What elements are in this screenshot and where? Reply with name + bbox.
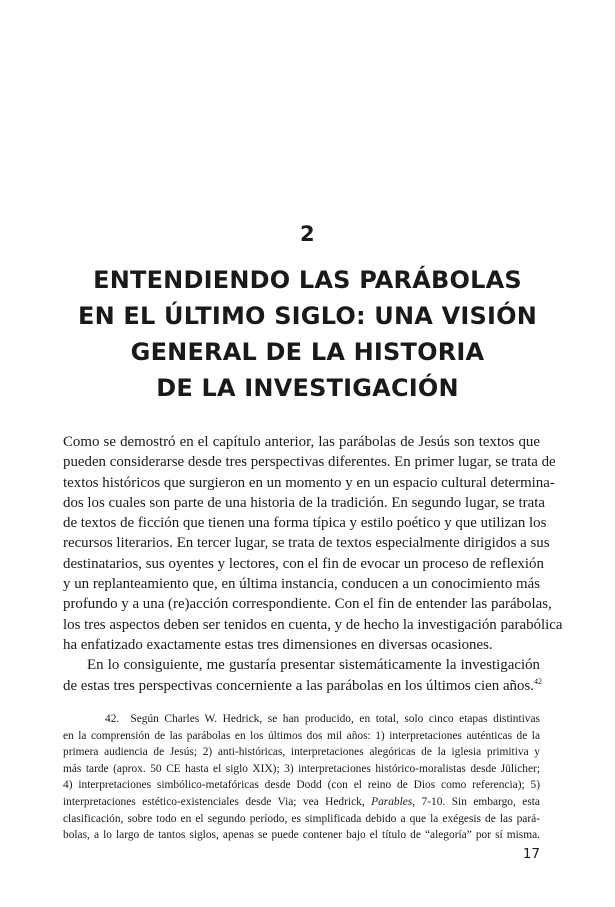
book-title: Parables (371, 795, 413, 808)
body-line: ha enfatizado exactamente estas tres dimensiones en diversas ocasiones. (63, 636, 493, 653)
footnote-line: primera audiencia de Jesús; 2) anti-históricas, interpretaciones alegóricas de la iglesia primitiva y (63, 746, 540, 759)
footnote-reference[interactable]: 42 (533, 676, 542, 686)
chapter-title-line: EN EL ÚLTIMO SIGLO: UNA VISIÓN (77, 302, 538, 330)
footnote-line-text: , 7-10. Sin embargo, esta (412, 795, 540, 808)
body-line: de textos de ficción que tienen una forma típica y estilo poético y que utilizan los (63, 515, 547, 532)
body-line: profundo y a una (re)acción correspondiente. Con el fin de entender las parábolas, (63, 596, 552, 613)
footnote-line (63, 711, 540, 728)
footnote-line: en la comprensión de las parábolas en los últimos dos mil años: 1) interpretaciones auténticas de la (63, 729, 540, 742)
footnote (63, 711, 540, 844)
body-line: textos históricos que surgieron en un momento y en un espacio cultural determina- (63, 474, 555, 491)
footnote-line (63, 794, 540, 811)
footnote-line: clasificación, sobre todo en el segundo período, es simplificada debido a que la exégesis de las pará- (63, 812, 540, 825)
footnote-number: 42. (105, 713, 120, 725)
body-line-text: de estas tres perspectivas concerniente a las parábolas en los últimos cien años. (63, 677, 534, 694)
body-line: Como se demostró en el capítulo anterior, las parábolas de Jesús son textos que (63, 434, 540, 450)
chapter-title (60, 262, 555, 406)
body-line: pueden considerarse desde tres perspectivas diferentes. En primer lugar, se trata de (63, 454, 556, 471)
body-line: y un replanteamiento que, en última instancia, conducen a un conocimiento más (63, 576, 540, 593)
footnote-line: bolas, a lo largo de tantos siglos, apenas se puede contener bajo el título de “alegoría” por sí misma. (63, 829, 540, 842)
body-line: los tres aspectos deben ser tenidos en cuenta, y de hecho la investigación parabólica (63, 616, 563, 633)
body-line: destinatarios, sus oyentes y lectores, con el fin de evocar un proceso de reflexión (63, 555, 544, 572)
footnote-line: más tarde (aprox. 50 CE hasta el siglo XIX); 3) interpretaciones histórico-moralistas desde Jülicher; (63, 762, 540, 775)
body-line: recursos literarios. En tercer lugar, se trata de textos especialmente dirigidos a sus (63, 535, 550, 552)
body-line: En lo consiguiente, me gustaría presentar sistemáticamente la investigación (87, 657, 540, 674)
footnote-line-text: interpretaciones estético-existenciales desde Via; vea Hedrick, (63, 795, 365, 808)
page-number: 17 (522, 846, 540, 862)
body-line: dos los cuales son parte de una historia de la tradición. En segundo lugar, se trata (63, 494, 545, 511)
chapter-title-line: GENERAL DE LA HISTORIA (130, 338, 485, 366)
chapter-title-line: ENTENDIENDO LAS PARÁBOLAS (93, 266, 522, 294)
footnote-line: 4) interpretaciones simbólico-metafóricas desde Dodd (con el reino de Dios como referencia); 5) (63, 779, 540, 792)
chapter-number: 2 (299, 222, 316, 246)
body-line-with-footnote-ref (63, 676, 540, 696)
body-text (63, 432, 563, 696)
footnote-line-text: Según Charles W. Hedrick, se han producido, en total, solo cinco etapas distintivas (130, 713, 540, 725)
chapter-title-line: DE LA INVESTIGACIÓN (156, 374, 459, 402)
